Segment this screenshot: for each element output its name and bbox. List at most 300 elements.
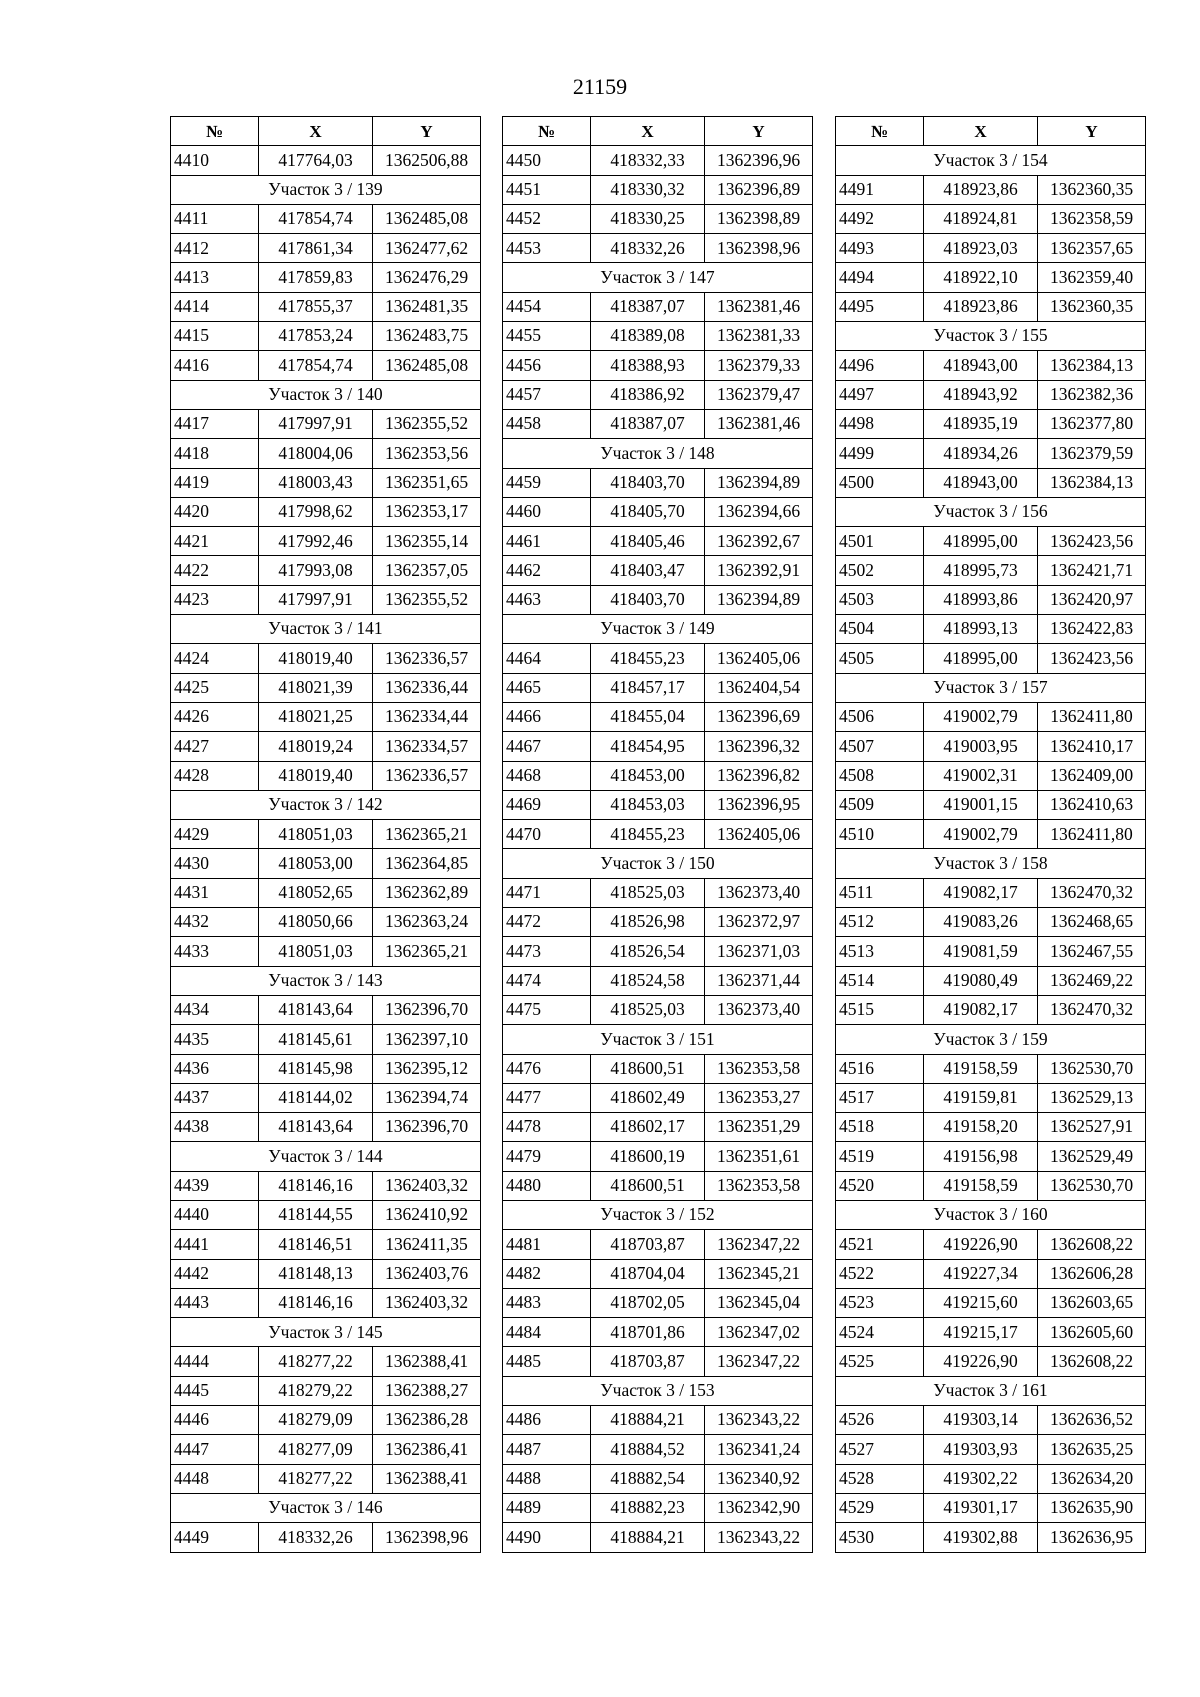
x-coordinate: 418600,19 [591, 1142, 705, 1171]
header-x: X [924, 117, 1038, 146]
point-number: 4500 [836, 468, 924, 497]
x-coordinate: 418021,25 [259, 702, 373, 731]
table-row [503, 204, 813, 233]
point-number: 4410 [171, 146, 259, 175]
table-row [836, 878, 1146, 907]
y-coordinate: 1362351,29 [705, 1113, 813, 1142]
point-number: 4422 [171, 556, 259, 585]
header-number: № [171, 117, 259, 146]
point-number: 4488 [503, 1464, 591, 1493]
table-row [503, 468, 813, 497]
x-coordinate: 418453,03 [591, 790, 705, 819]
x-coordinate: 418923,03 [924, 234, 1038, 263]
y-coordinate: 1362373,40 [705, 995, 813, 1024]
table-row [503, 878, 813, 907]
header-number: № [503, 117, 591, 146]
table-row [836, 1171, 1146, 1200]
y-coordinate: 1362636,52 [1038, 1406, 1146, 1435]
point-number: 4516 [836, 1054, 924, 1083]
table-row [836, 439, 1146, 468]
table-row [836, 995, 1146, 1024]
y-coordinate: 1362386,41 [373, 1435, 481, 1464]
point-number: 4524 [836, 1318, 924, 1347]
x-coordinate: 418923,86 [924, 292, 1038, 321]
header-row [171, 117, 481, 146]
table-row [171, 1347, 481, 1376]
point-number: 4447 [171, 1435, 259, 1464]
y-coordinate: 1362410,63 [1038, 790, 1146, 819]
table-row [171, 937, 481, 966]
table-row [171, 351, 481, 380]
section-title: Участок 3 / 140 [171, 380, 481, 409]
point-number: 4480 [503, 1171, 591, 1200]
x-coordinate: 418003,43 [259, 468, 373, 497]
x-coordinate: 418524,58 [591, 966, 705, 995]
table-row [171, 1083, 481, 1112]
x-coordinate: 418602,49 [591, 1083, 705, 1112]
point-number: 4515 [836, 995, 924, 1024]
point-number: 4454 [503, 292, 591, 321]
y-coordinate: 1362411,80 [1038, 702, 1146, 731]
point-number: 4485 [503, 1347, 591, 1376]
x-coordinate: 419156,98 [924, 1142, 1038, 1171]
table-row [836, 908, 1146, 937]
point-number: 4449 [171, 1523, 259, 1552]
section-title: Участок 3 / 146 [171, 1493, 481, 1522]
table-row [836, 1230, 1146, 1259]
table-row [171, 322, 481, 351]
table-row [171, 1523, 481, 1552]
table-row [171, 527, 481, 556]
table-row [503, 292, 813, 321]
point-number: 4472 [503, 908, 591, 937]
y-coordinate: 1362382,36 [1038, 380, 1146, 409]
table-row [503, 322, 813, 351]
table-row [171, 1171, 481, 1200]
x-coordinate: 418143,64 [259, 1113, 373, 1142]
y-coordinate: 1362353,56 [373, 439, 481, 468]
x-coordinate: 418995,00 [924, 644, 1038, 673]
y-coordinate: 1362467,55 [1038, 937, 1146, 966]
table-row [836, 175, 1146, 204]
x-coordinate: 418277,22 [259, 1347, 373, 1376]
section-title: Участок 3 / 156 [836, 497, 1146, 526]
y-coordinate: 1362404,54 [705, 673, 813, 702]
header-y: Y [1038, 117, 1146, 146]
table-row [503, 409, 813, 438]
point-number: 4476 [503, 1054, 591, 1083]
y-coordinate: 1362394,89 [705, 468, 813, 497]
y-coordinate: 1362506,88 [373, 146, 481, 175]
y-coordinate: 1362347,22 [705, 1230, 813, 1259]
table-row [171, 468, 481, 497]
x-coordinate: 418525,03 [591, 878, 705, 907]
point-number: 4434 [171, 995, 259, 1024]
table-row [171, 1200, 481, 1229]
y-coordinate: 1362345,04 [705, 1288, 813, 1317]
y-coordinate: 1362381,33 [705, 322, 813, 351]
point-number: 4509 [836, 790, 924, 819]
table-row [836, 556, 1146, 585]
x-coordinate: 418455,23 [591, 820, 705, 849]
table-row [503, 966, 813, 995]
header-y: Y [373, 117, 481, 146]
x-coordinate: 418386,92 [591, 380, 705, 409]
x-coordinate: 419158,59 [924, 1054, 1038, 1083]
point-number: 4523 [836, 1288, 924, 1317]
x-coordinate: 419226,90 [924, 1230, 1038, 1259]
point-number: 4430 [171, 849, 259, 878]
x-coordinate: 418330,25 [591, 204, 705, 233]
y-coordinate: 1362529,13 [1038, 1083, 1146, 1112]
section-title: Участок 3 / 144 [171, 1142, 481, 1171]
point-number: 4479 [503, 1142, 591, 1171]
y-coordinate: 1362394,74 [373, 1083, 481, 1112]
point-number: 4519 [836, 1142, 924, 1171]
x-coordinate: 418021,39 [259, 673, 373, 702]
x-coordinate: 418019,24 [259, 732, 373, 761]
section-row [171, 615, 481, 644]
y-coordinate: 1362634,20 [1038, 1464, 1146, 1493]
y-coordinate: 1362410,17 [1038, 732, 1146, 761]
y-coordinate: 1362405,06 [705, 820, 813, 849]
point-number: 4492 [836, 204, 924, 233]
y-coordinate: 1362343,22 [705, 1523, 813, 1552]
table-row [836, 937, 1146, 966]
y-coordinate: 1362357,05 [373, 556, 481, 585]
y-coordinate: 1362355,14 [373, 527, 481, 556]
section-row [171, 1493, 481, 1522]
y-coordinate: 1362358,59 [1038, 204, 1146, 233]
point-number: 4461 [503, 527, 591, 556]
x-coordinate: 418453,00 [591, 761, 705, 790]
table-row [503, 820, 813, 849]
table-row [171, 702, 481, 731]
table-row [171, 439, 481, 468]
point-number: 4425 [171, 673, 259, 702]
point-number: 4427 [171, 732, 259, 761]
section-title: Участок 3 / 159 [836, 1025, 1146, 1054]
table-row [503, 380, 813, 409]
section-title: Участок 3 / 151 [503, 1025, 813, 1054]
table-row [171, 995, 481, 1024]
point-number: 4428 [171, 761, 259, 790]
point-number: 4437 [171, 1083, 259, 1112]
table-row [836, 790, 1146, 819]
point-number: 4495 [836, 292, 924, 321]
x-coordinate: 418146,51 [259, 1230, 373, 1259]
table-row [503, 702, 813, 731]
y-coordinate: 1362396,69 [705, 702, 813, 731]
point-number: 4413 [171, 263, 259, 292]
point-number: 4444 [171, 1347, 259, 1376]
y-coordinate: 1362529,49 [1038, 1142, 1146, 1171]
y-coordinate: 1362371,03 [705, 937, 813, 966]
point-number: 4482 [503, 1259, 591, 1288]
section-title: Участок 3 / 142 [171, 790, 481, 819]
point-number: 4499 [836, 439, 924, 468]
point-number: 4414 [171, 292, 259, 321]
x-coordinate: 419083,26 [924, 908, 1038, 937]
y-coordinate: 1362411,35 [373, 1230, 481, 1259]
section-title: Участок 3 / 155 [836, 322, 1146, 351]
table-row [503, 995, 813, 1024]
section-title: Участок 3 / 141 [171, 615, 481, 644]
x-coordinate: 417993,08 [259, 556, 373, 585]
point-number: 4431 [171, 878, 259, 907]
section-row [171, 1142, 481, 1171]
y-coordinate: 1362405,06 [705, 644, 813, 673]
table-row [836, 409, 1146, 438]
x-coordinate: 418454,95 [591, 732, 705, 761]
table-row [171, 644, 481, 673]
point-number: 4453 [503, 234, 591, 263]
x-coordinate: 419001,15 [924, 790, 1038, 819]
point-number: 4438 [171, 1113, 259, 1142]
x-coordinate: 418702,05 [591, 1288, 705, 1317]
point-number: 4446 [171, 1406, 259, 1435]
point-number: 4467 [503, 732, 591, 761]
x-coordinate: 419002,79 [924, 820, 1038, 849]
x-coordinate: 417992,46 [259, 527, 373, 556]
x-coordinate: 418943,00 [924, 351, 1038, 380]
table-row [503, 644, 813, 673]
x-coordinate: 418050,66 [259, 908, 373, 937]
point-number: 4423 [171, 585, 259, 614]
point-number: 4432 [171, 908, 259, 937]
x-coordinate: 418004,06 [259, 439, 373, 468]
point-number: 4417 [171, 409, 259, 438]
table-row [503, 1259, 813, 1288]
x-coordinate: 418993,86 [924, 585, 1038, 614]
x-coordinate: 419301,17 [924, 1493, 1038, 1522]
point-number: 4452 [503, 204, 591, 233]
y-coordinate: 1362353,17 [373, 497, 481, 526]
point-number: 4462 [503, 556, 591, 585]
x-coordinate: 418934,26 [924, 439, 1038, 468]
table-row [503, 1054, 813, 1083]
x-coordinate: 418943,00 [924, 468, 1038, 497]
x-coordinate: 418053,00 [259, 849, 373, 878]
y-coordinate: 1362342,90 [705, 1493, 813, 1522]
point-number: 4520 [836, 1171, 924, 1200]
table-row [503, 1083, 813, 1112]
x-coordinate: 418143,64 [259, 995, 373, 1024]
table-row [503, 1493, 813, 1522]
section-title: Участок 3 / 158 [836, 849, 1146, 878]
section-title: Участок 3 / 160 [836, 1200, 1146, 1229]
y-coordinate: 1362334,44 [373, 702, 481, 731]
x-coordinate: 419215,60 [924, 1288, 1038, 1317]
y-coordinate: 1362384,13 [1038, 351, 1146, 380]
table-row [836, 820, 1146, 849]
x-coordinate: 418405,46 [591, 527, 705, 556]
point-number: 4456 [503, 351, 591, 380]
y-coordinate: 1362386,28 [373, 1406, 481, 1435]
y-coordinate: 1362530,70 [1038, 1171, 1146, 1200]
x-coordinate: 419302,22 [924, 1464, 1038, 1493]
table-row [171, 1113, 481, 1142]
x-coordinate: 418703,87 [591, 1347, 705, 1376]
section-row [836, 1025, 1146, 1054]
coordinates-table-3 [835, 116, 1146, 1553]
y-coordinate: 1362353,27 [705, 1083, 813, 1112]
table-row [836, 380, 1146, 409]
y-coordinate: 1362636,95 [1038, 1523, 1146, 1552]
table-row [836, 527, 1146, 556]
y-coordinate: 1362606,28 [1038, 1259, 1146, 1288]
section-title: Участок 3 / 149 [503, 615, 813, 644]
point-number: 4511 [836, 878, 924, 907]
y-coordinate: 1362394,89 [705, 585, 813, 614]
table-row [836, 351, 1146, 380]
section-row [503, 849, 813, 878]
table-row [836, 1083, 1146, 1112]
y-coordinate: 1362396,70 [373, 995, 481, 1024]
x-coordinate: 418145,98 [259, 1054, 373, 1083]
point-number: 4471 [503, 878, 591, 907]
section-row [503, 1376, 813, 1405]
x-coordinate: 418703,87 [591, 1230, 705, 1259]
x-coordinate: 418387,07 [591, 292, 705, 321]
point-number: 4458 [503, 409, 591, 438]
point-number: 4443 [171, 1288, 259, 1317]
point-number: 4468 [503, 761, 591, 790]
x-coordinate: 418526,98 [591, 908, 705, 937]
section-title: Участок 3 / 143 [171, 966, 481, 995]
x-coordinate: 418600,51 [591, 1171, 705, 1200]
point-number: 4470 [503, 820, 591, 849]
y-coordinate: 1362388,27 [373, 1376, 481, 1405]
y-coordinate: 1362485,08 [373, 351, 481, 380]
section-title: Участок 3 / 147 [503, 263, 813, 292]
point-number: 4506 [836, 702, 924, 731]
y-coordinate: 1362379,59 [1038, 439, 1146, 468]
point-number: 4412 [171, 234, 259, 263]
x-coordinate: 418884,21 [591, 1406, 705, 1435]
point-number: 4490 [503, 1523, 591, 1552]
point-number: 4527 [836, 1435, 924, 1464]
section-row [836, 673, 1146, 702]
table-row [836, 292, 1146, 321]
table-row [503, 1113, 813, 1142]
y-coordinate: 1362608,22 [1038, 1230, 1146, 1259]
x-coordinate: 418600,51 [591, 1054, 705, 1083]
x-coordinate: 417855,37 [259, 292, 373, 321]
y-coordinate: 1362485,08 [373, 204, 481, 233]
point-number: 4498 [836, 409, 924, 438]
section-title: Участок 3 / 153 [503, 1376, 813, 1405]
x-coordinate: 417853,24 [259, 322, 373, 351]
table-row [503, 732, 813, 761]
y-coordinate: 1362396,89 [705, 175, 813, 204]
x-coordinate: 418144,55 [259, 1200, 373, 1229]
point-number: 4503 [836, 585, 924, 614]
coordinates-table-2 [502, 116, 813, 1553]
x-coordinate: 418455,23 [591, 644, 705, 673]
table-row [503, 1288, 813, 1317]
y-coordinate: 1362477,62 [373, 234, 481, 263]
x-coordinate: 418146,16 [259, 1288, 373, 1317]
table-row [171, 556, 481, 585]
x-coordinate: 418332,26 [259, 1523, 373, 1552]
table-row [503, 790, 813, 819]
point-number: 4475 [503, 995, 591, 1024]
x-coordinate: 418052,65 [259, 878, 373, 907]
y-coordinate: 1362334,57 [373, 732, 481, 761]
y-coordinate: 1362373,40 [705, 878, 813, 907]
table-row [836, 1523, 1146, 1552]
y-coordinate: 1362403,76 [373, 1259, 481, 1288]
point-number: 4496 [836, 351, 924, 380]
table-row [171, 761, 481, 790]
x-coordinate: 418279,09 [259, 1406, 373, 1435]
table-row [171, 1464, 481, 1493]
table-row [503, 1435, 813, 1464]
y-coordinate: 1362363,24 [373, 908, 481, 937]
point-number: 4465 [503, 673, 591, 702]
table-row [171, 263, 481, 292]
section-title: Участок 3 / 145 [171, 1318, 481, 1347]
y-coordinate: 1362351,61 [705, 1142, 813, 1171]
table-row [503, 1347, 813, 1376]
section-row [171, 175, 481, 204]
x-coordinate: 418457,17 [591, 673, 705, 702]
y-coordinate: 1362388,41 [373, 1464, 481, 1493]
x-coordinate: 418403,47 [591, 556, 705, 585]
y-coordinate: 1362530,70 [1038, 1054, 1146, 1083]
x-coordinate: 418387,07 [591, 409, 705, 438]
section-row [503, 1200, 813, 1229]
point-number: 4442 [171, 1259, 259, 1288]
x-coordinate: 418995,73 [924, 556, 1038, 585]
table-row [503, 1523, 813, 1552]
table-row [503, 908, 813, 937]
point-number: 4457 [503, 380, 591, 409]
y-coordinate: 1362635,25 [1038, 1435, 1146, 1464]
section-title: Участок 3 / 139 [171, 175, 481, 204]
section-title: Участок 3 / 150 [503, 849, 813, 878]
y-coordinate: 1362420,97 [1038, 585, 1146, 614]
y-coordinate: 1362371,44 [705, 966, 813, 995]
x-coordinate: 418923,86 [924, 175, 1038, 204]
y-coordinate: 1362394,66 [705, 497, 813, 526]
x-coordinate: 418882,23 [591, 1493, 705, 1522]
y-coordinate: 1362355,52 [373, 409, 481, 438]
table-row [836, 468, 1146, 497]
point-number: 4517 [836, 1083, 924, 1112]
y-coordinate: 1362336,44 [373, 673, 481, 702]
point-number: 4494 [836, 263, 924, 292]
table-row [836, 966, 1146, 995]
x-coordinate: 418019,40 [259, 644, 373, 673]
point-number: 4526 [836, 1406, 924, 1435]
x-coordinate: 419215,17 [924, 1318, 1038, 1347]
table-row [836, 204, 1146, 233]
table-row [171, 1435, 481, 1464]
x-coordinate: 418277,09 [259, 1435, 373, 1464]
x-coordinate: 418330,32 [591, 175, 705, 204]
y-coordinate: 1362381,46 [705, 409, 813, 438]
point-number: 4463 [503, 585, 591, 614]
x-coordinate: 418922,10 [924, 263, 1038, 292]
x-coordinate: 418051,03 [259, 937, 373, 966]
x-coordinate: 418943,92 [924, 380, 1038, 409]
y-coordinate: 1362360,35 [1038, 175, 1146, 204]
y-coordinate: 1362379,33 [705, 351, 813, 380]
point-number: 4487 [503, 1435, 591, 1464]
point-number: 4450 [503, 146, 591, 175]
